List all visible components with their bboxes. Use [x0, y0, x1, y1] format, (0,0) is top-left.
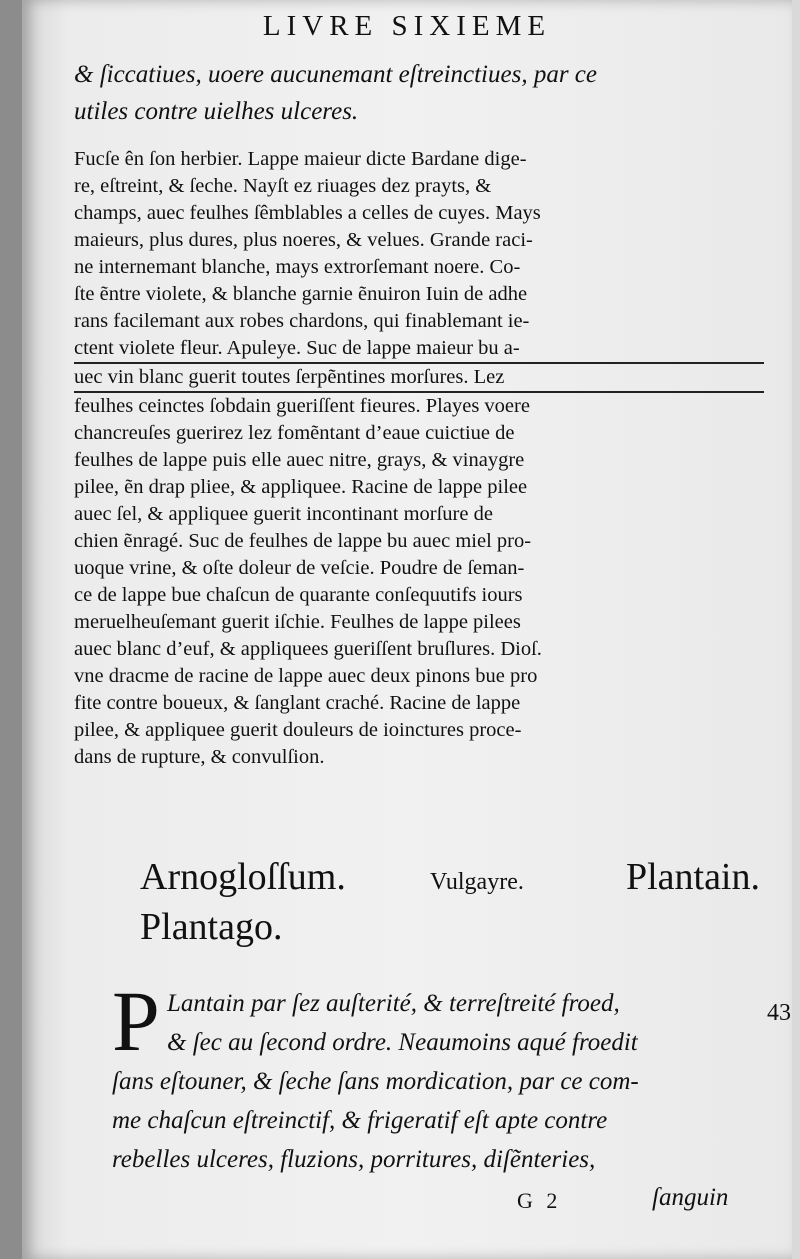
- body-line: chancreuſes guerirez lez fomẽntant d’eaue cuictiue de: [74, 422, 515, 444]
- book-page: [22, 0, 792, 1259]
- book-spine-shadow: [0, 0, 22, 1259]
- entry-line: Lantain par ſez auſterité, & terreſtreité froed,: [167, 990, 620, 1017]
- body-paragraph: [74, 146, 764, 771]
- entry-vulgar-label: Vulgayre.: [430, 869, 524, 895]
- body-line: auec ſel, & appliquee guerit incontinant morſure de: [74, 503, 493, 525]
- signature-mark: G 2: [517, 1188, 562, 1213]
- entry-latin-name: Arnogloſſum.: [140, 856, 346, 898]
- intro-line: & ſiccatiues, uoere aucunemant eſtreinctiues, par ce: [74, 61, 597, 88]
- catchword: ſanguin: [652, 1184, 729, 1211]
- body-line: ce de lappe bue chaſcun de quarante conſequutifs iours: [74, 584, 523, 606]
- body-line: uoque vrine, & oſte doleur de veſcie. Poudre de ſeman-: [74, 557, 525, 579]
- intro-line: utiles contre uielhes ulceres.: [74, 98, 359, 125]
- body-line: meruelheuſemant guerit iſchie. Feulhes de lappe pilees: [74, 611, 521, 633]
- body-line: feulhes de lappe puis elle auec nitre, grays, & vinaygre: [74, 449, 525, 471]
- body-line: ne internemant blanche, mays extrorſemant noere. Co-: [74, 256, 521, 278]
- body-line: re, eſtreint, & ſeche. Nayſt ez riuages dez prayts, &: [74, 175, 492, 197]
- body-line: Fucſe ên ſon herbier. Lappe maieur dicte Bardane dige-: [74, 148, 527, 170]
- body-line: pilee, ẽn drap pliee, & appliquee. Racine de lappe pilee: [74, 476, 528, 498]
- entry-italic-text: [112, 984, 752, 1179]
- body-line: auec blanc d’euf, & appliquees gueriſſent bruſlures. Dioſ.: [74, 638, 542, 660]
- entry-line: rebelles ulceres, fluzions, porritures, diſẽnteries,: [112, 1146, 596, 1173]
- body-line: ſte ẽntre violete, & blanche garnie ẽnuiron Iuin de adhe: [74, 283, 528, 305]
- body-line: champs, auec feulhes ſêmblables a celles de cuyes. Mays: [74, 202, 541, 224]
- intro-italic-text: [74, 56, 764, 130]
- body-line: maieurs, plus dures, plus noeres, & velues. Grande raci-: [74, 229, 533, 251]
- body-line: feulhes ceinctes ſobdain gueriſſent fieures. Playes voere: [74, 395, 530, 417]
- body-line: vne dracme de racine de lappe auec deux pinons bue pro: [74, 665, 538, 687]
- body-line: fite contre boueux, & ſanglant craché. Racine de lappe: [74, 692, 521, 714]
- body-line-underlined: uec vin blanc guerit toutes ſerpẽntines morſures. Lez: [74, 364, 764, 393]
- entry-line: me chaſcun eſtreinctif, & frigeratif eſt apte contre: [112, 1107, 608, 1134]
- drop-cap: P: [112, 973, 160, 1069]
- body-line-underlined: ctent violete fleur. Apuleye. Suc de lappe maieur bu a-: [74, 335, 764, 364]
- entry-line: & ſec au ſecond ordre. Neaumoins aqué froedit: [167, 1029, 638, 1056]
- entry-line: ſans eſtouner, & ſeche ſans mordication, par ce com-: [112, 1068, 639, 1095]
- body-line: dans de rupture, & convulſion.: [74, 746, 325, 768]
- entry-french-name: Plantain.: [625, 856, 760, 898]
- body-line: pilee, & appliquee guerit douleurs de ioinctures proce-: [74, 719, 522, 741]
- body-line: chien ẽnragé. Suc de feulhes de lappe bu auec miel pro-: [74, 530, 532, 552]
- page-number: 43: [767, 1000, 791, 1026]
- entry-title-row: [140, 855, 760, 905]
- body-line: rans facilemant aux robes chardons, qui finablemant ie-: [74, 310, 530, 332]
- running-header: LIVRE SIXIEME: [262, 10, 552, 42]
- entry-latin-alt: Plantago.: [140, 906, 283, 948]
